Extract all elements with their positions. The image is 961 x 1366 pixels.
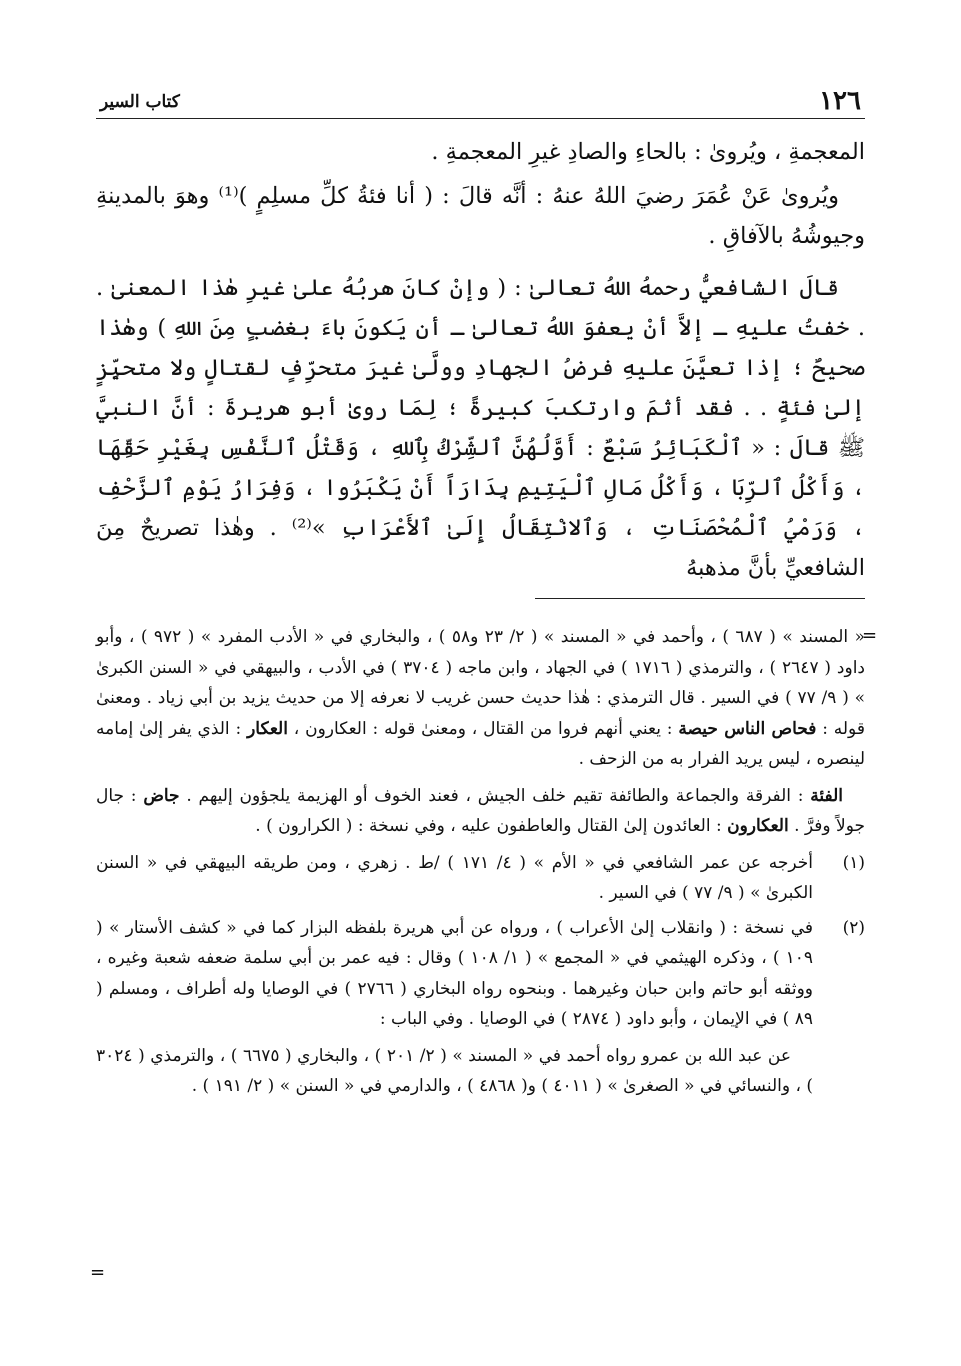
footnote-term: جاض — [143, 785, 180, 806]
footnote-2 — [96, 913, 865, 1035]
footnote-term: فحاص الناس حيصة — [678, 718, 817, 739]
footnote-text: : الفرقة والجماعة والطائفة تقيم خلف الجيش ، فعند الخوف أو الهزيمة يلجؤون إليهم . — [179, 785, 811, 806]
footnote-text: « المسند » ( ٦٨٧ ) ، وأحمد في « المسند » ( ٢/ ٢٣ و٥٨ ) ، والبخاري في « الأدب المفرد » ( ٩٧٢ ) ، وأبو داود ( ٢٦٤٧ ) ، والترمذي ( ١٧١٦ ) في الجهاد ، وابن ماجه ( ٣٧٠٤ ) في الأدب ، والبيهقي في « السنن الكبرىٰ » ( ٩/ ٧٧ ) في السير . قال الترمذي : هٰذا حديث حسن غريب لا نعرفه إلا من حديث يزيد بن أبي زياد . ومعنىٰ قوله : — [96, 627, 866, 739]
body-paragraph: ويُروىٰ عَنْ عُمَرَ رضيَ اللهُ عنهُ : أنَّه قالَ : ( أنا فئةُ كلِّ مسلِمٍ )⁽¹⁾ وهوَ بالمدينةِ وجيوشُهُ بالآفاقِ . — [96, 183, 865, 249]
footnote-number: (١) — [842, 852, 865, 873]
footnote-term: العكار — [247, 718, 288, 739]
footnote-text: في نسخة : ( وانقلاب إلىٰ الأعراب ) ، ورواه عن أبي هريرة بلفظه البزار كما في « كشف الأستار » ( ١٠٩ ) ، وذكره الهيثمي في « المجمع » ( ١/ ١٠٨ ) وقال : فيه عمر بن أبي سلمة ضعفه شعبة وغيره ، ووثقه أبو حاتم وابن حبان وغيرهما . وبنحوه رواه البخاري ( ٢٧٦٦ ) في الوصايا وله أطراف ، ومسلم ( ٨٩ ) في الإيمان ، وأبو داود ( ٢٨٧٤ ) في الوصايا . وفي الباب : — [96, 917, 813, 1029]
footnote-term: الفئة — [810, 785, 843, 806]
footnote-2-continuation: عن عبد الله بن عمرو رواه أحمد في « المسند » ( ٢/ ٢٠١ ) ، والبخاري ( ٦٦٧٥ ) ، والترمذي ( ٣٠٢٤ ) ، والنسائي في « الصغرىٰ » ( ٤٠١١ ) و( ٤٨٦٨ ) ، والدارمي في « السنن » ( ٢/ ١٩١ ) . — [96, 1045, 813, 1096]
footnote-text: : يعني أنهم فروا من القتال ، ومعنىٰ قوله : العكارون ، — [287, 718, 679, 739]
footnote-text: : الذي يفر إلىٰ إمامه لينصره ، ليس يريد الفرار به من الزحف . — [96, 718, 865, 769]
footnote-text: أخرجه عن عمر الشافعي في « الأم » ( ٤/ ١٧١ ) /ط . زهري ، ومن طريقه البيهقي في « السنن الكبرىٰ » ( ٩/ ٧٧ ) في السير . — [96, 852, 813, 903]
footnotes — [96, 622, 865, 1102]
page-number: ١٢٦ — [819, 86, 861, 116]
footnote-number: (٢) — [842, 917, 865, 938]
continuation-mark: = — [90, 1262, 106, 1283]
footnote-term: العكارون — [727, 816, 789, 836]
body-paragraph: المعجمةِ ، ويُروىٰ : بالحاءِ والصادِ غيرِ المعجمةِ . — [431, 139, 865, 165]
footnote-1 — [96, 848, 865, 909]
continuation-mark: = — [862, 625, 878, 646]
footnote-text: : العائدون إلىٰ القتال والعاطفون عليه ، وفي نسخة : ( الكرارون ) . — [255, 816, 728, 836]
footnote-text: : جال جولاً وفرَّ . — [96, 785, 865, 836]
main-text — [96, 132, 865, 600]
footnote-separator — [535, 598, 865, 599]
body-paragraph: قالَ الشافعيُّ رحمهُ اللهُ تعالىٰ : ( وإنْ كانَ هربُهُ علىٰ غيرِ هٰذا المعنىٰ . . خفتُ عليهِ ـ إلاَّ أنْ يعفوَ اللهُ تعالىٰ ـ أن يَكونَ باءَ بغضبٍ مِنَ اللهِ ) وهٰذا صحيحٌ ؛ إذا تعيَّنَ عليهِ فرضُ الجهادِ وولَّىٰ غيرَ متحرِّفٍ لقتالٍ ولا متحيِّزٍ إلىٰ فئةٍ . . فقد أثمَ وارتكبَ كبيرةً ؛ لِمَا روىٰ أبو هريرةَ : أنَّ النبيَّ ﷺ قالَ : « ٱلْكَبَائِرُ سَبْعٌ : أَوَّلُهُنَّ ٱلشِّرْكُ بِٱللهِ ، وَقَتْلُ ٱلنَّفْسِ بِغَيْرِ حَقِّهَا ، وَأَكْلُ ٱلرِّبَا ، وَأَكْلُ مَالِ ٱلْيَتِيمِ بِدَارَاً أَنْ يَكْبَرُوا ، وَفِرَارُ يَوْمِ ٱلزَّحْفِ ، وَرَمْيُ ٱلْمُحْصَنَاتِ ، وَٱلانْتِقَالُ إِلَىٰ ٱلأَعْرَابِ »⁽²⁾ . وهٰذا تصريحٌ مِنَ الشافعيِّ بأنَّ مذهبهُ — [96, 275, 866, 581]
running-title: كتاب السير — [100, 92, 180, 112]
footnote-glossary — [96, 781, 865, 842]
footnote-continuation — [96, 622, 865, 775]
page-header — [96, 84, 865, 119]
